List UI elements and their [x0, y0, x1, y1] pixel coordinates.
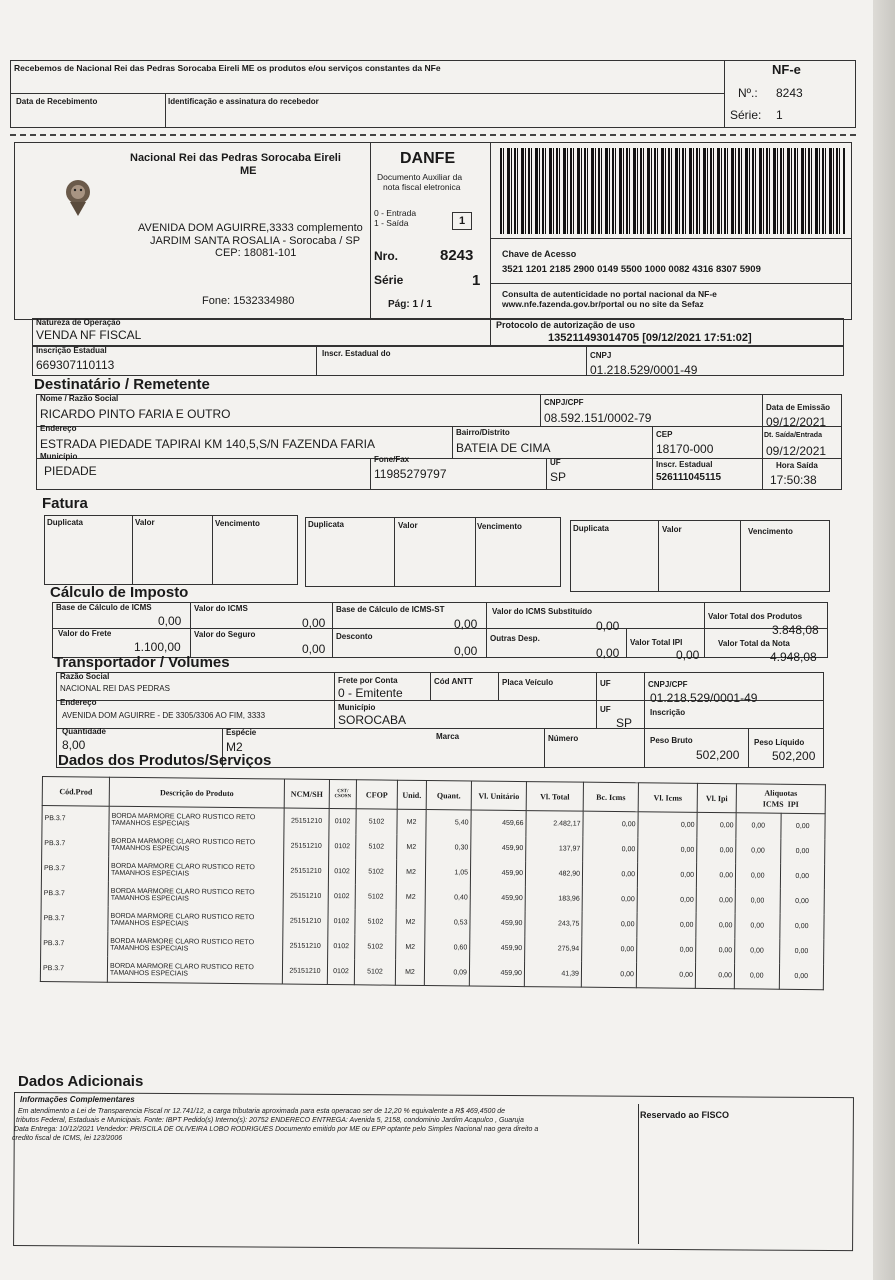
- cell-cod: PB.3.7: [42, 831, 109, 857]
- cell-cfop: 5102: [355, 909, 396, 934]
- cell-bc: 0,00: [582, 912, 637, 938]
- bc-st: 0,00: [454, 617, 478, 631]
- transp-insc-label: Inscrição: [650, 708, 686, 717]
- danfe-nro: 8243: [440, 247, 474, 264]
- cell-cst: 0102: [329, 809, 356, 835]
- dest-municipio-label: Município: [40, 452, 78, 461]
- danfe-sub2: nota fiscal eletronica: [383, 182, 461, 192]
- th-aliq-icms: ICMS: [762, 799, 784, 809]
- cell-cst: 0102: [329, 834, 356, 859]
- cell-aicms: 0,00: [735, 888, 780, 913]
- cell-desc-1: BORDA MARMORE CLARO RUSTICO RETO: [110, 887, 255, 896]
- cell-cod: PB.3.7: [41, 931, 108, 957]
- v-icms-label: Valor do ICMS: [194, 604, 248, 613]
- danfe-serie: 1: [472, 272, 481, 289]
- transp-uf2: SP: [616, 716, 633, 730]
- cell-desc-1: BORDA MARMORE CLARO RUSTICO RETO: [111, 837, 256, 846]
- dest-hora: 17:50:38: [770, 473, 817, 487]
- cell-bc: 0,00: [583, 811, 638, 837]
- cell-vt: 183,96: [525, 886, 582, 912]
- destinatario-title: Destinatário / Remetente: [34, 376, 210, 393]
- cell-desc-2: TAMANHOS ESPECIAIS: [110, 944, 189, 953]
- transp-razao-label: Razão Social: [60, 672, 110, 681]
- cell-bc: 0,00: [582, 862, 637, 888]
- info-linha-4: credito fiscal de ICMS, lei 123/2006: [12, 1135, 123, 1142]
- danfe-nro-label: Nro.: [374, 249, 398, 263]
- cell-desc: [108, 857, 283, 884]
- cell-vt: 2.482,17: [526, 811, 583, 837]
- identificacao-label: Identificação e assinatura do recebedor: [168, 97, 319, 106]
- cell-vt: 275,94: [525, 936, 582, 962]
- transp-end: AVENIDA DOM AGUIRRE - DE 3305/3306 AO FIM, 3333: [62, 711, 266, 720]
- cell-vu: 459,90: [470, 885, 525, 911]
- transp-frete-label: Frete por Conta: [338, 676, 398, 685]
- cell-bc: 0,00: [582, 887, 637, 913]
- cell-cst: 0102: [328, 909, 355, 934]
- protocolo-valor: 135211493014705 [09/12/2021 17:51:02]: [548, 332, 752, 344]
- cell-vipi: 0,00: [696, 863, 735, 888]
- th-vu: Vl. Unitário: [471, 781, 526, 811]
- danfe-tipo: 1: [452, 212, 472, 230]
- cell-un: M2: [396, 860, 425, 885]
- cell-aipi: 0,00: [780, 864, 825, 889]
- cell-vu: 459,90: [471, 835, 526, 861]
- dest-cep: 18170-000: [656, 442, 714, 456]
- cell-aicms: 0,00: [735, 863, 780, 888]
- th-aliq-ipi: IPI: [787, 799, 799, 809]
- cell-qtd: 5,40: [426, 810, 471, 836]
- transp-pb-label: Peso Bruto: [650, 736, 693, 745]
- cell-cst: 0102: [328, 884, 355, 909]
- canhoto-serie-label: Série:: [730, 108, 762, 122]
- dest-cnpj-label: CNPJ/CPF: [544, 398, 584, 407]
- cell-vu: 459,90: [470, 935, 525, 961]
- cell-desc-2: TAMANHOS ESPECIAIS: [111, 819, 190, 828]
- cell-cfop: 5102: [356, 809, 397, 835]
- dest-saida: 09/12/2021: [766, 444, 827, 458]
- cell-cfop: 5102: [355, 859, 396, 884]
- cell-ncm: 25151210: [283, 884, 328, 909]
- danfe-serie-label: Série: [374, 273, 404, 287]
- cell-vu: 459,66: [471, 810, 526, 836]
- outras-valor: 0,00: [596, 646, 620, 660]
- outras-label: Outras Desp.: [490, 634, 540, 643]
- cell-aicms: 0,00: [735, 938, 780, 963]
- cell-desc-1: BORDA MARMORE CLARO RUSTICO RETO: [111, 862, 255, 871]
- cell-vt: 41,39: [524, 961, 581, 987]
- canhoto-serie: 1: [776, 108, 783, 122]
- imposto-title: Cálculo de Imposto: [50, 584, 189, 601]
- dest-bairro: BATEIA DE CIMA: [456, 441, 551, 455]
- reservado-fisco: Reservado ao FISCO: [640, 1110, 730, 1120]
- cell-aipi: 0,00: [780, 839, 825, 864]
- transp-uf2-label: UF: [600, 705, 611, 714]
- canhoto-recebemos: Recebemos de Nacional Rei das Pedras Sorocaba Eireli ME os produtos e/ou serviços constantes da NFe: [14, 63, 441, 73]
- th-bc: Bc. Icms: [583, 782, 638, 812]
- cell-un: M2: [397, 835, 426, 860]
- fatura-valor-1: Valor: [135, 518, 155, 527]
- seguro-valor: 0,00: [302, 642, 326, 656]
- fatura-venc-3: Vencimento: [748, 527, 793, 536]
- transp-cnpj: 01.218.529/0001-49: [650, 691, 758, 705]
- ie-valor: 669307110113: [36, 358, 115, 372]
- transp-uf-label: UF: [600, 679, 611, 688]
- fatura-valor-3: Valor: [662, 525, 682, 534]
- cell-desc: [108, 907, 283, 934]
- produtos-title: Dados dos Produtos/Serviços: [58, 752, 272, 769]
- dest-nome-label: Nome / Razão Social: [40, 394, 119, 403]
- cell-ncm: 25151210: [282, 959, 327, 985]
- fatura-valor-2: Valor: [398, 521, 418, 530]
- transp-title: Transportador / Volumes: [54, 654, 230, 671]
- canhoto-numero: 8243: [776, 86, 803, 100]
- danfe-pagina: Pág: 1 / 1: [388, 299, 432, 310]
- cell-cfop: 5102: [355, 934, 396, 959]
- th-vicms: Vl. Icms: [638, 783, 697, 813]
- cell-desc-2: TAMANHOS ESPECIAIS: [109, 969, 189, 978]
- danfe-entrada: 0 - Entrada: [374, 208, 417, 218]
- cell-aicms: 0,00: [735, 913, 780, 938]
- v-st: 0,00: [596, 619, 620, 633]
- canhoto-numero-label: Nº.:: [738, 86, 758, 100]
- cell-vipi: 0,00: [696, 888, 735, 913]
- dest-saida-label: Dt. Saída/Entrada: [764, 432, 822, 439]
- cell-un: M2: [397, 809, 426, 835]
- th-cfop: CFOP: [356, 780, 397, 809]
- cell-desc-2: TAMANHOS ESPECIAIS: [110, 869, 190, 878]
- info-linha-1: Em atendimento a Lei de Transparencia Fiscal nr 12.741/12, a carga tributaria aproximada para esta operacao ser de 12,20 % equivalente a R$ 469,4500 de: [18, 1108, 506, 1115]
- transp-pl: 502,200: [772, 749, 816, 763]
- fatura-dup-3: Duplicata: [573, 524, 610, 533]
- cell-aicms: 0,00: [736, 813, 781, 839]
- transp-esp-label: Espécie: [226, 728, 257, 737]
- dest-nome: RICARDO PINTO FARIA E OUTRO: [40, 407, 231, 421]
- cell-vicms: 0,00: [637, 912, 696, 938]
- dest-uf-label: UF: [550, 458, 561, 467]
- dest-bairro-label: Bairro/Distrito: [456, 428, 510, 437]
- cell-vipi: 0,00: [696, 938, 735, 963]
- th-vt: Vl. Total: [526, 782, 583, 812]
- cell-vu: 459,90: [470, 910, 525, 936]
- cell-cod: PB.3.7: [41, 906, 108, 932]
- ipi-label: Valor Total IPI: [630, 638, 683, 647]
- cell-ncm: 25151210: [284, 834, 329, 859]
- danfe-saida: 1 - Saída: [374, 218, 409, 228]
- danfe-sub1: Documento Auxiliar da: [377, 172, 463, 182]
- dest-cnpj: 08.592.151/0002-79: [544, 411, 652, 425]
- natureza-label: Natureza de Operação: [36, 318, 121, 327]
- cell-vt: 482,90: [525, 861, 582, 887]
- cell-vipi: 0,00: [697, 812, 736, 838]
- cell-cod: PB.3.7: [40, 956, 107, 982]
- cell-vicms: 0,00: [637, 862, 696, 888]
- cell-aipi: 0,00: [780, 813, 825, 839]
- cut-line: [10, 134, 856, 136]
- consulta-1: Consulta de autenticidade no portal nacional da NF-e: [502, 289, 717, 299]
- cell-ncm: 25151210: [283, 859, 328, 884]
- cell-desc: [107, 957, 282, 984]
- dest-uf: SP: [550, 470, 567, 484]
- cnpj-valor: 01.218.529/0001-49: [590, 363, 698, 377]
- cell-qtd: 1,05: [425, 860, 470, 885]
- cell-vt: 137,97: [526, 836, 583, 862]
- transp-end-label: Endereço: [60, 698, 97, 707]
- cell-ncm: 25151210: [284, 808, 329, 834]
- cell-cst: 0102: [328, 934, 355, 959]
- cell-vu: 459,90: [469, 960, 524, 986]
- data-recebimento-label: Data de Recebimento: [16, 97, 98, 106]
- cell-un: M2: [396, 935, 425, 960]
- th-cod: Cód.Prod: [42, 777, 109, 807]
- background-edge: [873, 0, 895, 1280]
- cell-cfop: 5102: [356, 834, 397, 859]
- chave-label: Chave de Acesso: [502, 249, 577, 259]
- barcode: [500, 148, 845, 234]
- inscricao-box: [32, 346, 844, 376]
- consulta-2: www.nfe.fazenda.gov.br/portal ou no site da Sefaz: [502, 299, 704, 309]
- cell-un: M2: [396, 910, 425, 935]
- dest-endereco-label: Endereço: [40, 424, 77, 433]
- transp-qtd: 8,00: [62, 738, 86, 752]
- cell-vicms: 0,00: [638, 812, 697, 838]
- th-quant: Quant.: [426, 781, 471, 810]
- fatura-venc-2: Vencimento: [477, 522, 522, 531]
- transp-razao: NACIONAL REI DAS PEDRAS: [60, 684, 170, 693]
- cell-vicms: 0,00: [638, 837, 697, 863]
- cell-qtd: 0,30: [426, 835, 471, 860]
- frete-label: Valor do Frete: [58, 629, 112, 638]
- cell-cst: 0102: [328, 859, 355, 884]
- ie-label: Inscrição Estadual: [36, 346, 107, 355]
- v-icms: 0,00: [302, 616, 326, 630]
- cell-vicms: 0,00: [637, 887, 696, 913]
- transp-marca-label: Marca: [436, 732, 460, 741]
- emitente-endereco1: AVENIDA DOM AGUIRRE,3333 complemento: [138, 222, 363, 234]
- cell-aipi: 0,00: [779, 914, 824, 939]
- info-label: Informações Complementares: [20, 1095, 135, 1104]
- th-ncm: NCM/SH: [284, 779, 329, 808]
- dest-emissao-label: Data de Emissão: [766, 403, 831, 412]
- cell-desc: [108, 932, 283, 959]
- bc-st-label: Base de Cálculo de ICMS-ST: [336, 605, 445, 614]
- cell-desc-2: TAMANHOS ESPECIAIS: [110, 894, 189, 903]
- cell-aipi: 0,00: [780, 889, 825, 914]
- transp-pl-label: Peso Líquido: [754, 738, 805, 747]
- dest-hora-label: Hora Saída: [776, 461, 818, 470]
- transp-esp: M2: [226, 740, 243, 754]
- cell-cst: 0102: [327, 959, 354, 985]
- nota-valor: 4.948,08: [770, 650, 817, 664]
- dest-endereco: ESTRADA PIEDADE TAPIRAI KM 140,5,S/N FAZENDA FARIA: [40, 437, 375, 451]
- v-prod-label: Valor Total dos Produtos: [708, 612, 803, 621]
- cell-vipi: 0,00: [696, 913, 735, 938]
- emitente-endereco2: JARDIM SANTA ROSALIA - Sorocaba / SP: [150, 235, 361, 247]
- transp-cnpj-label: CNPJ/CPF: [648, 680, 688, 689]
- transp-qtd-label: Quantidade: [62, 727, 107, 736]
- cell-desc: [109, 832, 284, 859]
- cell-desc: [108, 882, 283, 909]
- cell-vicms: 0,00: [636, 962, 695, 988]
- cell-qtd: 0,40: [425, 885, 470, 910]
- cell-desc: [109, 806, 284, 833]
- dest-fone-label: Fone/Fax: [374, 455, 410, 464]
- cell-bc: 0,00: [583, 837, 638, 863]
- cell-vt: 243,75: [525, 911, 582, 937]
- bc-icms-label: Base de Cálculo de ICMS: [56, 603, 152, 612]
- v-prod: 3.848,08: [772, 623, 819, 637]
- dest-ie: 526111045115: [656, 472, 722, 483]
- v-st-label: Valor do ICMS Substituído: [492, 607, 592, 616]
- frete-valor: 1.100,00: [134, 640, 181, 654]
- cell-desc-1: BORDA MARMORE CLARO RUSTICO RETO: [110, 912, 255, 921]
- fatura-dup-2: Duplicata: [308, 520, 345, 529]
- cell-desc-2: TAMANHOS ESPECIAIS: [111, 844, 190, 853]
- cell-vicms: 0,00: [637, 937, 696, 963]
- cnpj-label: CNPJ: [590, 351, 612, 360]
- canhoto-nfe: NF-e: [772, 62, 801, 77]
- fatura-dup-1: Duplicata: [47, 518, 84, 527]
- cell-un: M2: [395, 960, 424, 986]
- cell-qtd: 0,53: [425, 910, 470, 935]
- dest-cep-label: CEP: [656, 430, 673, 439]
- produtos-table: [40, 776, 826, 990]
- emitente-fone: Fone: 1532334980: [202, 295, 295, 307]
- transp-frete: 0 - Emitente: [338, 686, 403, 700]
- cell-aipi: 0,00: [779, 964, 824, 990]
- cell-desc-1: BORDA MARMORE CLARO RUSTICO RETO: [111, 812, 256, 821]
- transp-antt-label: Cód ANTT: [434, 677, 473, 686]
- chave-valor: 3521 1201 2185 2900 0149 5500 1000 0082 4316 8307 5909: [502, 264, 761, 275]
- cell-bc: 0,00: [581, 962, 636, 988]
- ie-st-label: Inscr. Estadual do: [322, 349, 391, 358]
- desconto-valor: 0,00: [454, 644, 478, 658]
- cell-ncm: 25151210: [283, 934, 328, 959]
- cell-desc-1: BORDA MARMORE CLARO RUSTICO RETO: [110, 937, 255, 946]
- emitente-cep: CEP: 18081-101: [215, 247, 297, 259]
- th-aliquotas: [736, 784, 825, 814]
- seguro-label: Valor do Seguro: [194, 630, 256, 639]
- desconto-label: Desconto: [336, 632, 373, 641]
- th-unid: Unid.: [397, 780, 426, 809]
- dest-municipio: PIEDADE: [44, 464, 97, 478]
- cell-bc: 0,00: [582, 937, 637, 963]
- natureza-valor: VENDA NF FISCAL: [36, 328, 142, 342]
- cell-vipi: 0,00: [695, 963, 734, 989]
- th-vipi: Vl. Ipi: [697, 783, 736, 812]
- cell-cfop: 5102: [355, 884, 396, 909]
- th-desc: Descrição do Produto: [109, 777, 284, 808]
- cell-desc-2: TAMANHOS ESPECIAIS: [110, 919, 189, 928]
- protocolo-label: Protocolo de autorização de uso: [496, 320, 636, 330]
- dest-ie-label: Inscr. Estadual: [656, 460, 713, 469]
- info-linha-3: Data Entrega: 10/12/2021 Vendedor: PRISCILA DE OLIVEIRA LOBO RODRIGUES Documento emitido por ME ou EPP optante pelo Simples Nacional nao gera direito a: [14, 1126, 539, 1133]
- cell-ncm: 25151210: [283, 909, 328, 934]
- emitente-nome: Nacional Rei das Pedras Sorocaba Eireli: [130, 152, 341, 164]
- cell-cfop: 5102: [354, 959, 395, 985]
- cell-vipi: 0,00: [697, 838, 736, 863]
- cell-cod: PB.3.7: [41, 881, 108, 907]
- adicionais-title: Dados Adicionais: [18, 1073, 144, 1090]
- transp-pb: 502,200: [696, 748, 740, 762]
- th-aliquotas-label: Aliquotas: [764, 788, 798, 798]
- emitente-nome2: ME: [240, 165, 257, 177]
- cell-un: M2: [396, 885, 425, 910]
- transp-num-label: Número: [548, 734, 579, 743]
- fatura-venc-1: Vencimento: [215, 519, 260, 528]
- lion-logo-icon: [62, 178, 94, 218]
- transp-placa-label: Placa Veículo: [502, 678, 554, 687]
- bc-icms: 0,00: [158, 614, 182, 628]
- cell-qtd: 0,60: [425, 935, 470, 960]
- cell-aipi: 0,00: [779, 939, 824, 964]
- cell-vu: 459,90: [470, 860, 525, 886]
- info-linha-2: tributos Federal, Estaduais e Municipais. Fonte: IBPT Pedido(s) Interno(s): 20752 ENDERECO ENTREGA: Avenida 5, 2158, condominio Jardim Acapulco , Guaruja: [16, 1117, 524, 1124]
- cell-cod: PB.3.7: [41, 856, 108, 882]
- cell-qtd: 0,09: [424, 960, 469, 986]
- cell-cod: PB.3.7: [42, 806, 109, 832]
- th-cst: CST/ CSOSN: [329, 780, 356, 809]
- transp-mun: SOROCABA: [338, 713, 407, 727]
- dest-fone: 11985279797: [374, 467, 447, 481]
- fatura-title: Fatura: [42, 495, 88, 512]
- transp-mun-label: Município: [338, 703, 376, 712]
- danfe-title: DANFE: [400, 150, 456, 167]
- dest-emissao: 09/12/2021: [766, 415, 827, 429]
- nota-label: Valor Total da Nota: [718, 639, 790, 648]
- cell-aicms: 0,00: [734, 963, 779, 989]
- ipi-valor: 0,00: [676, 648, 700, 662]
- cell-aicms: 0,00: [736, 838, 781, 863]
- cell-desc-1: BORDA MARMORE CLARO RUSTICO RETO: [109, 962, 254, 971]
